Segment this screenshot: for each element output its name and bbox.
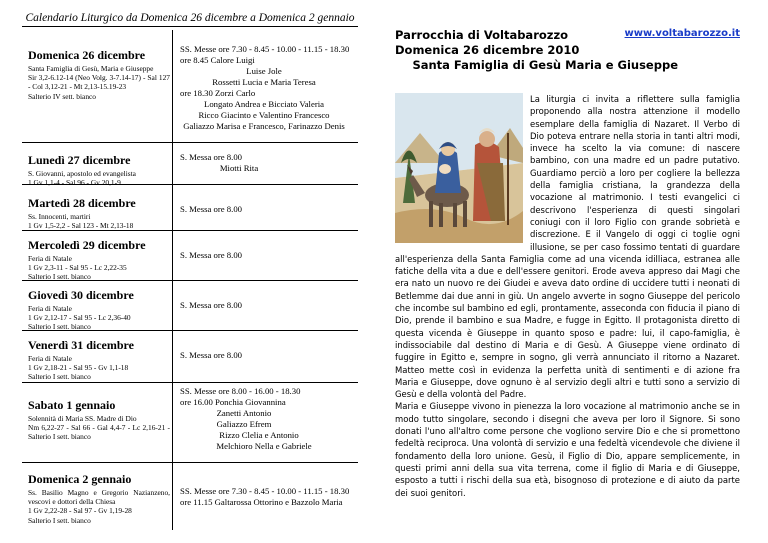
day-masses <box>172 382 358 462</box>
mass-line: Rizzo Clelia e Antonio <box>219 430 299 440</box>
mass-line: ore 18.30 Zorzi Carlo <box>180 88 256 98</box>
day-readings: Solennità di Maria SS. Madre di Dio Nm 6,22-27 - Sal 66 - Gal 4,4-7 - Lc 2,16-21 - Salterio I sett. bianco <box>28 414 170 442</box>
day-readings: Feria di Natale 1 Gv 2,3-11 - Sal 95 - Lc 2,22-35 Salterio I sett. bianco <box>28 254 127 282</box>
calendar-day <box>22 30 358 142</box>
mass-line: S. Messa ore 8.00 <box>180 300 243 310</box>
mass-line: ore 8.45 Calore Luigi <box>180 55 255 65</box>
calendar-day <box>22 280 358 330</box>
mass-line: Miotti Rita <box>219 163 259 173</box>
mass-line: Zanetti Antonio <box>216 408 272 418</box>
day-readings: Feria di Natale 1 Gv 2,12-17 - Sal 95 - Lc 2,36-40 Salterio I sett. bianco <box>28 304 131 332</box>
mass-line: S. Messa ore 8.00 <box>180 152 243 162</box>
day-name: Martedì 28 dicembre <box>28 196 136 210</box>
day-readings: Feria di Natale 1 Gv 2,18-21 - Sal 95 - Gv 1,1-18 Salterio I sett. bianco <box>28 354 129 382</box>
day-masses <box>172 330 358 382</box>
feast-title: Santa Famiglia di Gesù Maria e Giuseppe <box>412 58 678 72</box>
calendar-day <box>22 142 358 188</box>
mass-line: ore 11.15 Galtarossa Ottorino e Bazzolo Maria <box>180 497 343 507</box>
mass-line: ore 16.00 Ponchia Giovannina <box>180 397 286 407</box>
mass-line: Luise Jole <box>246 66 282 76</box>
day-readings: Ss. Innocenti, martiri 1 Gv 1,5-2,2 - Sal 123 - Mt 2,13-18 <box>28 212 134 231</box>
day-name: Mercoledì 29 dicembre <box>28 238 146 252</box>
mass-line: Rossetti Lucia e Maria Teresa <box>212 77 316 87</box>
article-body <box>395 93 740 499</box>
parish-name: Parrocchia di Voltabarozzo <box>395 28 569 42</box>
day-masses <box>172 30 358 142</box>
mass-line: SS. Messe ore 7.30 - 8.45 - 10.00 - 11.15 - 18.30 <box>180 486 350 496</box>
mass-line: Melchioro Nella e Gabriele <box>216 441 312 451</box>
article-paragraph: La liturgia ci invita a riflettere sulla famiglia proponendo alla nostra attenzione il modello esemplare della famiglia di Nazaret. Il Verbo di Dio poteva entrare nella storia in tanti altri modi, invece ha scelto la via comune: di nascere bambino, con una madre ed un padre putativo. Guardiamo perciò a loro per cogliere la bellezza della famiglia cristiana, la grandezza della vocazione al matrimonio. I testi evangelici ci descrivono l'esperienza di questi singolari coniugi con il loro Figlio con grande sobrietà e discrezione. E il Vangelo di oggi ci toglie ogni illusione, se per caso fossimo tentati di guardare all'esperienza della Santa Famiglia come ad una vicenda idilliaca, estranea alle fatiche della vita a due e dell'essere genitori. Erode aveva appreso dai Magi che era nato un nuovo re dei Giudei e aveva dato ordine di uccidere tutti i neonati di Betlemme dai due anni in giù. Un angelo avverte in sogno Giuseppe del pericolo che incombe sul bambino ed egli, prontamente, asseconda con fiducia il piano di Dio, prende il bambino e sua Madre, e fugge in Egitto. Il protagonista diretto di questa vicenda è Giuseppe in quanto sposo e padre: lui, il capo-famiglia, è indissociabile dal destino di Maria e di Gesù. A Giuseppe viene ordinato di fuggire in Egitto e, sempre in sogno, gli verrà annunciato il ritorno a Nazaret. Matteo mette così in evidenza la perfetta unità di sentimenti e di azione fra Maria e Giuseppe, dove ognuno è al servizio degli altri e tutti sono a servizio di Gesù e della volontà del Padre. <box>395 94 740 400</box>
day-name: Domenica 2 gennaio <box>28 472 132 486</box>
holy-family-illustration <box>395 93 530 247</box>
mass-line: Longato Andrea e Bicciato Valeria <box>204 99 324 109</box>
mass-line: Ricco Giacinto e Valentino Francesco <box>198 110 330 120</box>
day-readings: S. Giovanni, apostolo ed evangelista 1 Gv 1,1-4 - Sal 96 - Gv 20,1-9 <box>28 169 136 188</box>
day-name: Sabato 1 gennaio <box>28 398 116 412</box>
day-masses <box>172 280 358 330</box>
website-link[interactable]: www.voltabarozzo.it <box>624 28 740 39</box>
day-name: Venerdì 31 dicembre <box>28 338 134 352</box>
mass-line: Galiazzo Efrem <box>216 419 272 429</box>
calendar-day <box>22 230 358 280</box>
calendar-title: Calendario Liturgico da Domenica 26 dicembre a Domenica 2 gennaio <box>22 12 358 27</box>
day-name: Domenica 26 dicembre <box>28 48 146 62</box>
day-masses <box>172 462 358 530</box>
calendar-day <box>22 184 358 230</box>
calendar-day <box>22 462 358 530</box>
holy-family-image <box>395 93 523 243</box>
day-name: Giovedì 30 dicembre <box>28 288 134 302</box>
liturgical-calendar <box>22 12 358 532</box>
mass-line: S. Messa ore 8.00 <box>180 350 243 360</box>
day-masses <box>172 142 358 184</box>
bulletin-date: Domenica 26 dicembre 2010 <box>395 43 580 57</box>
day-masses <box>172 184 358 230</box>
mass-line: S. Messa ore 8.00 <box>180 250 243 260</box>
day-readings: Ss. Basilio Magno e Gregorio Nazianzeno, vescovi e dottori della Chiesa 1 Gv 2,22-28 - Sal 97 - Gv 1,19-28 Salterio I sett. bianco <box>28 488 170 525</box>
mass-line: Galiazzo Marisa e Francesco, Farinazzo Denis <box>183 121 345 131</box>
mass-line: SS. Messe ore 8.00 - 16.00 - 18.30 <box>180 386 301 396</box>
day-readings: Santa Famiglia di Gesù, Maria e Giuseppe Sir 3,2-6.12-14 (Neo Volg. 3-7.14-17) - Sal 127 - Col 3,12-21 - Mt 2,13-15.19-23 Salterio IV sett. bianco <box>28 64 170 101</box>
calendar-day <box>22 330 358 382</box>
day-name: Lunedì 27 dicembre <box>28 153 131 167</box>
calendar-day <box>22 382 358 462</box>
day-masses <box>172 230 358 280</box>
mass-line: S. Messa ore 8.00 <box>180 204 243 214</box>
mass-line: SS. Messe ore 7.30 - 8.45 - 10.00 - 11.15 - 18.30 <box>180 44 350 54</box>
article-paragraph: Maria e Giuseppe vivono in pienezza la loro vocazione al matrimonio anche se in modo tutto singolare, secondo i disegni che aveva per loro il Signore. Si sono donati l'uno all'altro come persone che vogliono servire Dio e che si promettono fedeltà reciproca. Una volontà di servizio e una fedeltà vicendevole che diviene il fondamento della loro unione. Gesù, il Figlio di Dio, appare semplicemente, in questi primi anni della sua vita terrena, come il figlio di Maria e di Giuseppe, esposto a tutti i rischi della sua età, bisognoso di protezione e di aiuto da parte dei suoi genitori. <box>395 401 740 498</box>
